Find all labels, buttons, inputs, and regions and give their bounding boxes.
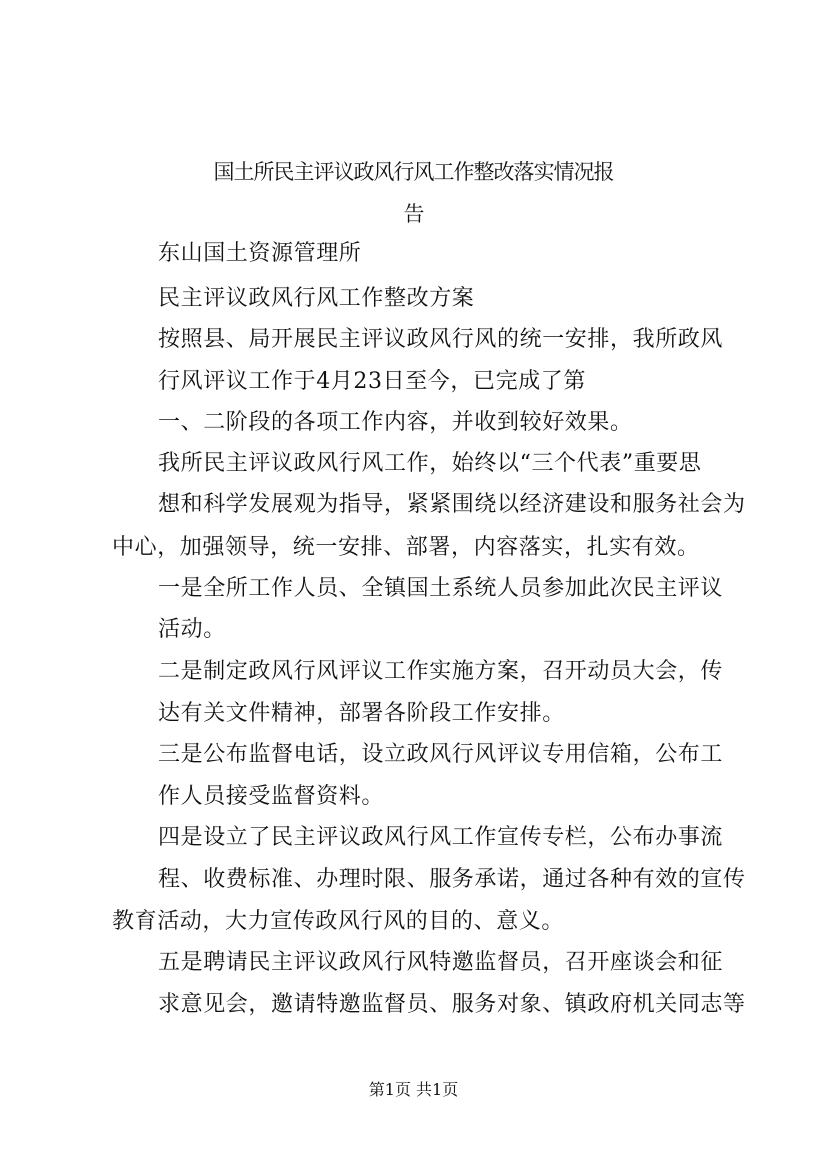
paragraph-line: 一是全所工作人员、全镇国土系统人员参加此次民主评议 (158, 576, 724, 601)
paragraph-line: 想和科学发展观为指导，紧紧围绕以经济建设和服务社会为 (158, 492, 746, 517)
paragraph-line: 东山国土资源管理所 (158, 241, 362, 266)
paragraph-line: 民主评议政风行风工作整改方案 (158, 286, 475, 311)
document-title-line-2: 告 (403, 202, 424, 226)
paragraph-line: 求意见会，邀请特邀监督员、服务对象、镇政府机关同志等 (158, 992, 746, 1017)
paragraph-line: 二是制定政风行风评议工作实施方案，召开动员大会，传 (158, 659, 724, 684)
paragraph-line: 教育活动，大力宣传政风行风的目的、意义。 (112, 909, 565, 934)
document-title-line-1: 国土所民主评议政风行风工作整改落实情况报 (213, 160, 614, 184)
paragraph-line: 活动。 (158, 617, 226, 642)
paragraph-line: 我所民主评议政风行风工作，始终以“三个代表”重要思 (158, 451, 702, 476)
paragraph-line: 三是公布监督电话，设立政风行风评议专用信箱，公布工 (158, 742, 724, 767)
paragraph-line: 程、收费标准、办理时限、服务承诺，通过各种有效的宣传 (158, 867, 746, 892)
paragraph-line: 按照县、局开展民主评议政风行风的统一安排，我所政风 (158, 327, 724, 352)
paragraph-line: 达有关文件精神，部署各阶段工作安排。 (158, 701, 565, 726)
paragraph-line: 一、二阶段的各项工作内容，并收到较好效果。 (158, 410, 633, 435)
page-number-footer: 第1页 共1页 (368, 1080, 459, 1099)
paragraph-line: 五是聘请民主评议政风行风特邀监督员，召开座谈会和征 (158, 950, 724, 975)
paragraph-line: 四是设立了民主评议政风行风工作宣传专栏，公布办事流 (158, 825, 724, 850)
paragraph-line: 作人员接受监督资料。 (158, 784, 385, 809)
paragraph-line: 行风评议工作于4月23日至今，已完成了第 (158, 369, 586, 394)
paragraph-line: 中心，加强领导，统一安排、部署，内容落实，扎实有效。 (112, 535, 700, 560)
